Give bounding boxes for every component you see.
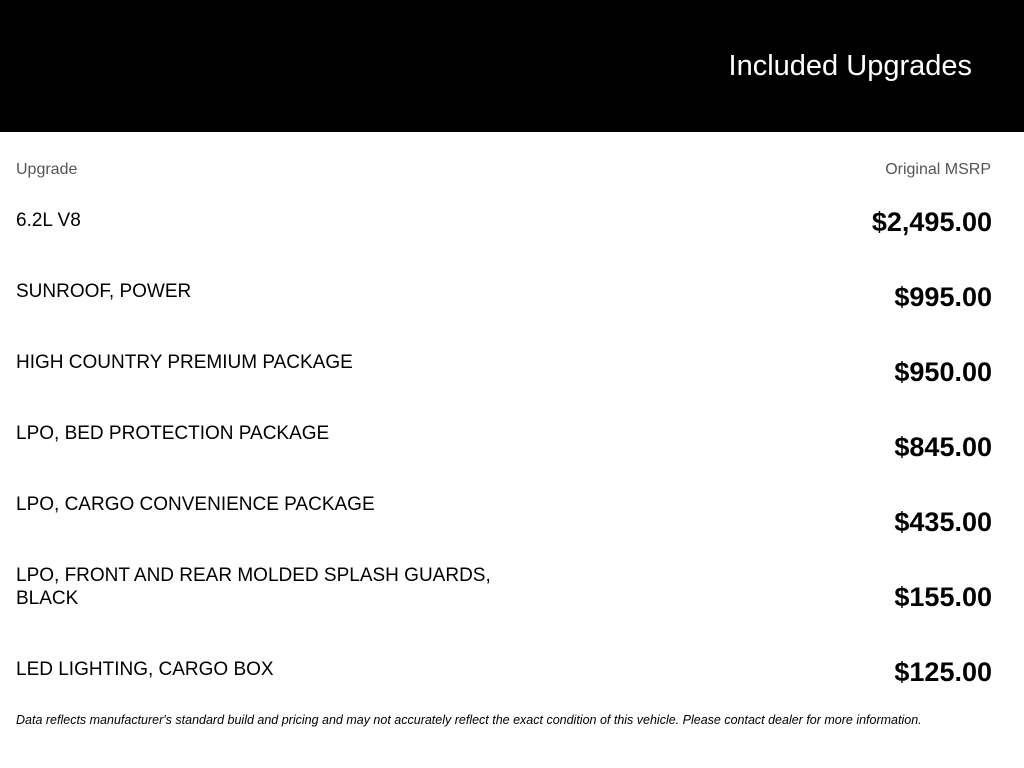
upgrade-name: SUNROOF, POWER bbox=[16, 281, 192, 302]
upgrade-name: LED LIGHTING, CARGO BOX bbox=[16, 659, 274, 680]
disclaimer-text: Data reflects manufacturer's standard build and pricing and may not accurately reflect the exact condition of this vehicle. Please contact dealer for more information. bbox=[16, 713, 922, 727]
upgrade-price: $2,495.00 bbox=[871, 207, 992, 237]
upgrade-name: LPO, FRONT AND REAR MOLDED SPLASH GUARDS, BLACK bbox=[16, 565, 491, 609]
upgrade-price: $845.00 bbox=[894, 432, 992, 462]
upgrade-name: LPO, BED PROTECTION PACKAGE bbox=[16, 423, 330, 444]
page-title: Included Upgrades bbox=[728, 50, 972, 82]
upgrade-name: HIGH COUNTRY PREMIUM PACKAGE bbox=[16, 352, 353, 373]
upgrade-price: $435.00 bbox=[894, 507, 992, 537]
page-header bbox=[0, 0, 1024, 132]
upgrade-price: $125.00 bbox=[894, 657, 992, 687]
upgrade-price: $155.00 bbox=[894, 582, 992, 612]
upgrade-name: 6.2L V8 bbox=[16, 210, 81, 231]
upgrade-column-header: Upgrade bbox=[16, 161, 78, 178]
upgrade-price: $995.00 bbox=[894, 282, 992, 312]
upgrade-price: $950.00 bbox=[894, 357, 992, 387]
upgrade-name: LPO, CARGO CONVENIENCE PACKAGE bbox=[16, 494, 375, 515]
msrp-column-header: Original MSRP bbox=[885, 161, 991, 178]
